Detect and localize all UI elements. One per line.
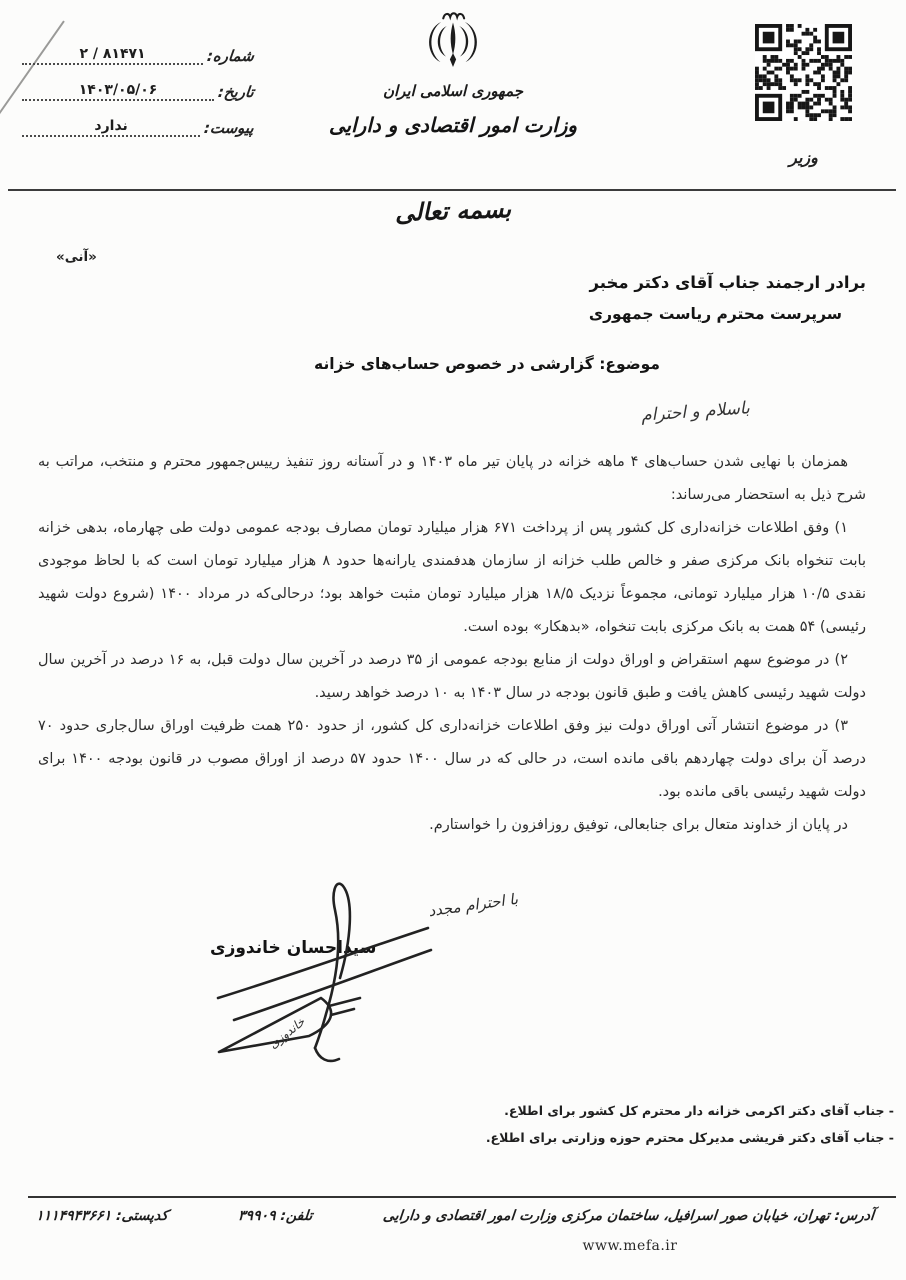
ref-number-label: شماره: bbox=[206, 47, 255, 65]
signature-icon bbox=[188, 878, 473, 1083]
priority-stamp: «آنی» bbox=[56, 249, 97, 265]
basmala-text: بسمه تعالی bbox=[394, 194, 512, 228]
paragraph-3: ۳) در موضوع انتشار آتی اوراق دولت نیز وفق اطلاعات خزانه‌داری کل کشور، از حدود ۲۵۰ همت ظرفیت اوراق سال‌جاری حدود ۷۰ درصد آن برای دولت چهاردهم باقی مانده است، در حالی که در سال ۱۴۰۰ حدود ۵۷ درصد از اوراق مصوب در قانون بودجه ۱۴۰۰ برای دولت شهید رئیسی باقی مانده بود. bbox=[38, 718, 866, 800]
footer-address: آدرس: تهران، خیابان صور اسرافیل، ساختمان مرکزی وزارت امور اقتصادی و دارایی bbox=[382, 1208, 875, 1224]
recipient-title: سرپرست محترم ریاست جمهوری bbox=[588, 305, 842, 323]
signatory-name: سیداحسان خاندوزی bbox=[210, 938, 377, 958]
paragraph-1: ۱) وفق اطلاعات خزانه‌داری کل کشور پس از پرداخت ۶۷۱ هزار میلیارد تومان مصارف بودجه عمومی دولت طی چهارماه، بدهی خزانه بابت تنخواه بانک مرکزی صفر و خالص طلب خزانه از سازمان هدفمندی یارانه‌ها حدود ۸ هزار میلیارد تومان است که با لحاظ موجودی نقدی ۱۰/۵ هزار میلیارد تومانی، مجموعاً نزدیک ۱۸/۵ هزار میلیارد تومان مثبت خواهد بود؛ درحالی‌که در مرداد ۱۴۰۰ (شروع دولت شهید رئیسی) ۵۴ همت به بانک مرکزی بابت تنخواه، «بدهکار» بوده است. bbox=[38, 520, 866, 635]
subject-line: موضوع: گزارشی در خصوص حساب‌های خزانه bbox=[314, 355, 660, 373]
iran-emblem-icon bbox=[410, 10, 496, 74]
footer-website: www.mefa.ir bbox=[582, 1238, 678, 1254]
handwritten-sign-off: با احترام مجدد bbox=[426, 889, 519, 921]
ref-attachment-row bbox=[22, 118, 254, 137]
letter-body bbox=[38, 446, 866, 842]
org-country-title: جمهوری اسلامی ایران bbox=[382, 82, 524, 100]
footer-divider bbox=[28, 1196, 896, 1198]
intro-paragraph: همزمان با نهایی شدن حساب‌های ۴ ماهه خزانه در پایان تیر ماه ۱۴۰۳ و در آستانه روز تنفیذ رییس‌جمهور محترم و منتخب، مراتب به شرح ذیل به استحضار می‌رساند: bbox=[38, 454, 866, 503]
ref-number-value: ۲ / ۸۱۴۷۱ bbox=[22, 46, 203, 65]
signature-note: خاندوزی bbox=[266, 1014, 308, 1052]
qr-block bbox=[755, 24, 852, 167]
recipient-block bbox=[589, 273, 866, 323]
cc-line: - جناب آقای دکتر قریشی مدیرکل محترم حوزه وزارتی برای اطلاع. bbox=[485, 1130, 894, 1145]
ref-date-row bbox=[22, 82, 254, 101]
footer-postal-code: کدپستی: ۱۱۱۴۹۴۳۶۶۱ bbox=[35, 1208, 169, 1224]
ref-attachment-value: ندارد bbox=[22, 118, 200, 137]
footer-contact-row bbox=[36, 1208, 874, 1224]
paragraph-2: ۲) در موضوع سهم استقراض و اوراق دولت از منابع بودجه عمومی از ۳۵ درصد در آخرین سال دولت قبل، به ۱۶ درصد در آخرین سال دولت شهید رئیسی کاهش یافت و طبق قانون بودجه در سال ۱۴۰۳ به ۱۰ درصد خواهد رسید. bbox=[38, 652, 866, 701]
ref-number-row bbox=[22, 46, 254, 65]
footer-phone: تلفن: ۳۹۹۰۹ bbox=[237, 1208, 314, 1224]
closing-paragraph: در پایان از خداوند متعال برای جنابعالی، توفیق روزافزون را خواستارم. bbox=[429, 817, 848, 833]
ref-attachment-label: پیوست: bbox=[203, 119, 255, 137]
org-ministry-title: وزارت امور اقتصادی و دارایی bbox=[328, 113, 578, 137]
minister-caption: وزیر bbox=[789, 148, 818, 167]
ref-date-value: ۱۴۰۳/۰۵/۰۶ bbox=[22, 82, 214, 101]
qr-code-icon bbox=[755, 24, 852, 121]
cc-line: - جناب آقای دکتر اکرمی خزانه دار محترم کل کشور برای اطلاع. bbox=[504, 1103, 894, 1118]
ref-date-label: تاریخ: bbox=[217, 83, 255, 101]
org-header bbox=[283, 10, 623, 137]
recipient-name: برادر ارجمند جناب آقای دکتر مخبر bbox=[589, 273, 866, 292]
reference-block bbox=[22, 46, 254, 154]
cc-block bbox=[486, 1097, 894, 1151]
handwritten-salutation: باسلام و احترام bbox=[640, 398, 751, 426]
